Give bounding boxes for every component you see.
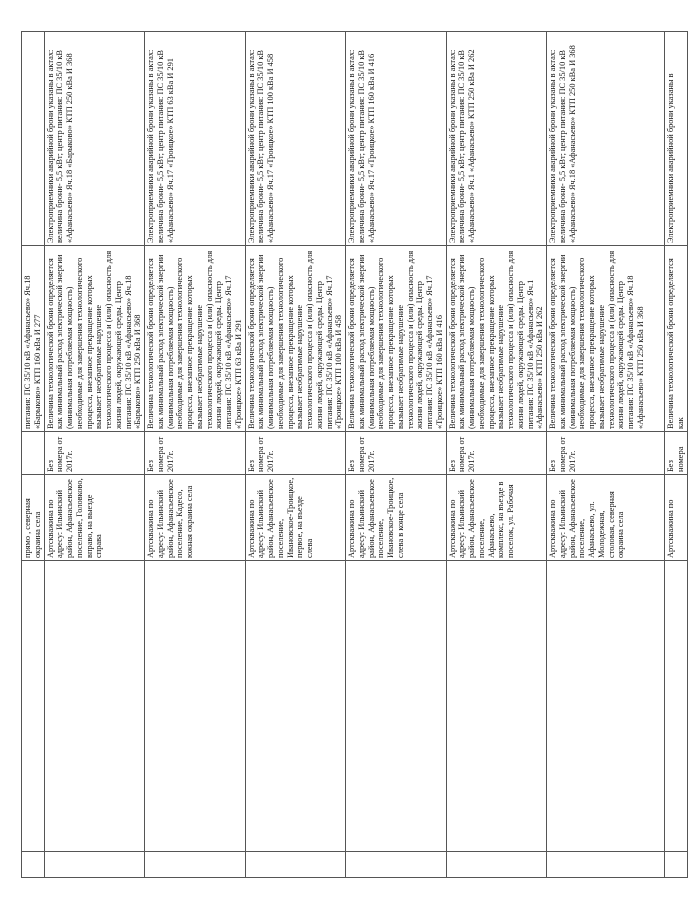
empty-cell — [245, 561, 346, 852]
empty-cell — [446, 561, 547, 852]
date-cell — [22, 432, 45, 475]
description-cell: Величина технологической брони определяется как минимальный расход электрической энергии (минимальная потребляемая мощность) необходимые для завершения технологического процесса, внезапное прекращение которых вызывает необратимые нарушение технологического процесса и (или) опасность для жизни людей, окружающей среды. Центр питания: ПС 35/10 кВ «Афанасьево» Яч.18 «Афанасьево» КТП 250 кВа И 368 — [547, 246, 665, 432]
date-cell: Без номера от 2017г. — [44, 432, 145, 475]
empty-cell — [446, 852, 547, 878]
note-cell: Электроприемники аварийной брони указаны в актах: величина брони- 5,5 кВт; центр питания: ПС 35/10 кВ «Афанасьево» Яч.17 «Троицкое» КТП 63 кВа И 291 — [145, 32, 246, 246]
reservation-table — [21, 31, 688, 878]
table-row — [44, 32, 145, 878]
table-row — [665, 32, 688, 878]
note-cell: Электроприемники аварийной брони указаны в актах: величина брони- 5,5 кВт; центр питания: ПС 35/10 кВ «Афанасьево» Яч.17 «Троицкое» КТП 100 кВа И 458 — [245, 32, 346, 246]
empty-cell — [44, 852, 145, 878]
date-cell: Без номера от 2017г. — [145, 432, 246, 475]
address-cell: Артскважина по адресу: Ильинский район, Афанасьевское поселение, Кадесо, южная окраина села — [145, 475, 246, 561]
table-row — [22, 32, 45, 878]
note-cell — [22, 32, 45, 246]
address-cell: Артскважина по адресу: Ильинский район, Афанасьевское поселение, Афанасьево, комплекс, на въезде в поселок, ул. Рабочая — [446, 475, 547, 561]
note-cell: Электроприемники аварийной брони указаны в — [665, 32, 688, 246]
empty-cell — [22, 852, 45, 878]
rotated-table-wrapper — [21, 32, 685, 878]
date-cell: Без номера от 2017г. — [346, 432, 447, 475]
table-row — [245, 32, 346, 878]
address-cell: Артскважина по адресу: Ильинский район, Афанасьевское поселение, Ивановское-Троицкое, первое, на въезде слева — [245, 475, 346, 561]
note-cell: Электроприемники аварийной брони указаны в актах: величина брони- 5,5 кВт; центр питания: ПС 35/10 кВ «Афанасьево» Яч.18 «Афанасьево» КТП 250 кВа И 368 — [547, 32, 665, 246]
empty-cell — [44, 561, 145, 852]
address-cell: прямо , северная окраина села — [22, 475, 45, 561]
table-row — [446, 32, 547, 878]
table-row — [547, 32, 665, 878]
description-cell: Величина технологической брони определяется как — [665, 246, 688, 432]
date-cell: Без номера от 2017г. — [547, 432, 665, 475]
table-row — [346, 32, 447, 878]
address-cell: Артскважина по адресу: Ильинский район, Афанасьевское поселение, Головково, вправо, на выезде справа — [44, 475, 145, 561]
empty-cell — [665, 852, 688, 878]
empty-cell — [22, 561, 45, 852]
date-cell: Без номера от 2017г. — [446, 432, 547, 475]
address-cell: Артскважина по адресу: Ильинский район, Афанасьевское поселение, Афанасьево, ул. Молодежная, столовая, северная окраина села — [547, 475, 665, 561]
empty-cell — [547, 561, 665, 852]
empty-cell — [346, 852, 447, 878]
empty-cell — [346, 561, 447, 852]
description-cell: Величина технологической брони определяется как минимальный расход электрической энергии (минимальная потребляемая мощность) необходимые для завершения технологического процесса, внезапное прекращение которых вызывает необратимые нарушение технологического процесса и (или) опасность для жизни людей, окружающей среды. Центр питания: ПС 35/10 кВ «Афанасьево» Яч.17 «Троицкое» КТП 160 кВа И 416 — [346, 246, 447, 432]
description-cell: Величина технологической брони определяется как минимальный расход электрической энергии (минимальная потребляемая мощность) необходимые для завершения технологического процесса, внезапное прекращение которых вызывает необратимые нарушение технологического процесса и (или) опасность для жизни людей, окружающей среды. Центр питания: ПС 35/10 кВ «Афанасьево» Яч.17 «Троицкое» КТП 100 кВа И 458 — [245, 246, 346, 432]
address-cell: Артскважина по адресу: Ильинский район, Афанасьевское поселение, Ивановское-Троицкое, слева в конце села — [346, 475, 447, 561]
empty-cell — [547, 852, 665, 878]
empty-cell — [145, 561, 246, 852]
description-cell: Величина технологической брони определяется как минимальный расход электрической энергии (минимальная потребляемая мощность) необходимые для завершения технологического процесса, внезапное прекращение которых вызывает необратимые нарушение технологического процесса и (или) опасность для жизни людей, окружающей среды. Центр питания: ПС 35/10 кВ «Афанасьево» Яч.18 «Барыково» КТП 250 кВа И 368 — [44, 246, 145, 432]
description-cell: питания: ПС 35/10 кВ «Афанасьево» Яч.18 «Барыково» КТП 160 кВа И 277 — [22, 246, 45, 432]
note-cell: Электроприемники аварийной брони указаны в актах: величина брони- 5,5 кВт; центр питания: ПС 35/10 кВ «Афанасьево» Яч.1 «Афанасьево» КТП 250 кВа И 262 — [446, 32, 547, 246]
note-cell: Электроприемники аварийной брони указаны в актах: величина брони- 5,5 кВт; центр питания: ПС 35/10 кВ «Афанасьево» Яч.17 «Троицкое» КТП 160 кВа И 416 — [346, 32, 447, 246]
note-cell: Электроприемники аварийной брони указаны в актах: величина брони- 5,5 кВт; центр питания: ПС 35/10 кВ «Афанасьево» Яч.18 «Барыково» КТП 250 кВа И 368 — [44, 32, 145, 246]
date-cell: Без номера от 2017г. — [245, 432, 346, 475]
empty-cell — [665, 561, 688, 852]
table-row — [145, 32, 246, 878]
description-cell: Величина технологической брони определяется как минимальный расход электрической энергии (минимальная потребляемая мощность) необходимые для завершения технологического процесса, внезапное прекращение которых вызывает необратимые нарушение технологического процесса и (или) опасность для жизни людей, окружающей среды. Центр питания: ПС 35/10 кВ «Афанасьево» Яч.1 «Афанасьево» КТП 250 кВа И 262 — [446, 246, 547, 432]
date-cell: Без номера — [665, 432, 688, 475]
empty-cell — [245, 852, 346, 878]
empty-cell — [145, 852, 246, 878]
address-cell: Артскважина по — [665, 475, 688, 561]
description-cell: Величина технологической брони определяется как минимальный расход электрической энергии (минимальная потребляемая мощность) необходимые для завершения технологического процесса, внезапное прекращение которых вызывает необратимые нарушение технологического процесса и (или) опасность для жизни людей, окружающей среды. Центр питания: ПС 35/10 кВ «Афанасьево» Яч.17 «Троицкое» КТП 63 кВа И 291 — [145, 246, 246, 432]
